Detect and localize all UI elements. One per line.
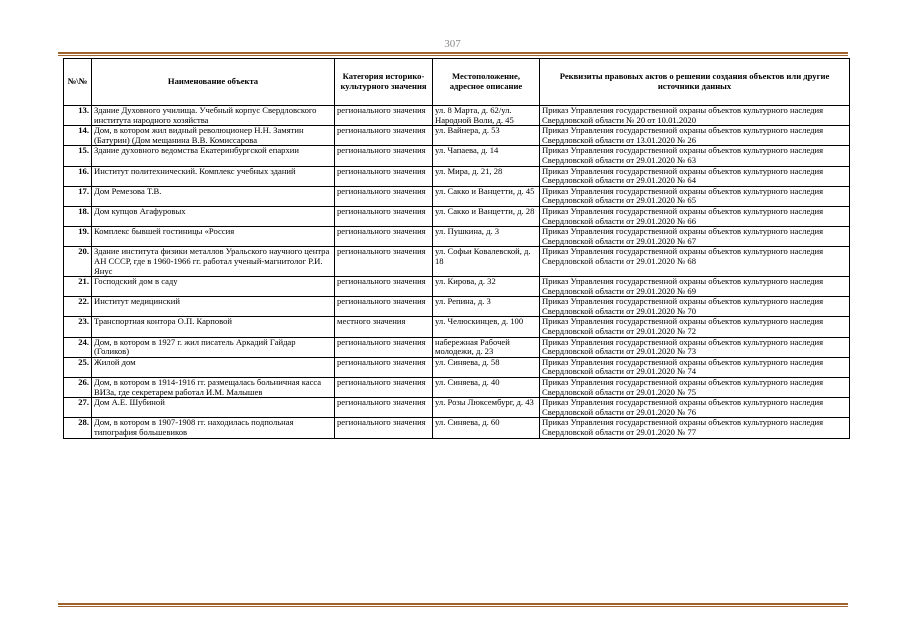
object-name-cell: Дом Ремезова Т.В. (92, 186, 335, 206)
footer-rule (58, 603, 848, 607)
table-row (64, 126, 850, 146)
location-cell: ул. Пушкина, д. 3 (433, 227, 540, 247)
object-name-cell: Здание Духовного училища. Учебный корпус Свердловского института народного хозяйства (92, 106, 335, 126)
location-cell: ул. Чапаева, д. 14 (433, 146, 540, 166)
row-number-cell: 15. (64, 146, 92, 166)
row-number-cell: 22. (64, 297, 92, 317)
category-cell: регионального значения (335, 106, 433, 126)
requisites-cell: Приказ Управления государственной охраны объектов культурного наследия Свердловской области от 29.01.2020 № 77 (540, 418, 850, 438)
category-cell: регионального значения (335, 398, 433, 418)
header-rule (58, 52, 848, 56)
location-cell: ул. Репина, д. 3 (433, 297, 540, 317)
table-row (64, 418, 850, 438)
category-cell: регионального значения (335, 247, 433, 277)
table-row (64, 277, 850, 297)
table-row (64, 146, 850, 166)
row-number-cell: 13. (64, 106, 92, 126)
category-cell: регионального значения (335, 146, 433, 166)
object-name-cell: Здание духовного ведомства Екатеринбургской епархии (92, 146, 335, 166)
table-row (64, 106, 850, 126)
location-cell: ул. Кирова, д. 32 (433, 277, 540, 297)
row-number-cell: 25. (64, 357, 92, 377)
location-cell: ул. Софьи Ковалевской, д. 18 (433, 247, 540, 277)
requisites-cell: Приказ Управления государственной охраны объектов культурного наследия Свердловской области № 20 от 10.01.2020 (540, 106, 850, 126)
location-cell: набережная Рабочей молодежи, д. 23 (433, 337, 540, 357)
location-cell: ул. Розы Люксембург, д. 43 (433, 398, 540, 418)
object-name-cell: Институт политехнический. Комплекс учебных зданий (92, 166, 335, 186)
category-cell: местного значения (335, 317, 433, 337)
table-row (64, 337, 850, 357)
category-cell: регионального значения (335, 337, 433, 357)
requisites-cell: Приказ Управления государственной охраны объектов культурного наследия Свердловской области от 29.01.2020 № 67 (540, 227, 850, 247)
location-cell: ул. Вайнера, д. 53 (433, 126, 540, 146)
requisites-cell: Приказ Управления государственной охраны объектов культурного наследия Свердловской области от 29.01.2020 № 69 (540, 277, 850, 297)
category-cell: регионального значения (335, 418, 433, 438)
location-cell: ул. Челюскинцев, д. 100 (433, 317, 540, 337)
category-cell: регионального значения (335, 277, 433, 297)
requisites-cell: Приказ Управления государственной охраны объектов культурного наследия Свердловской области от 29.01.2020 № 68 (540, 247, 850, 277)
category-cell: регионального значения (335, 186, 433, 206)
requisites-cell: Приказ Управления государственной охраны объектов культурного наследия Свердловской области от 29.01.2020 № 76 (540, 398, 850, 418)
row-number-cell: 16. (64, 166, 92, 186)
location-cell: ул. Синяева, д. 40 (433, 378, 540, 398)
category-cell: регионального значения (335, 227, 433, 247)
row-number-cell: 26. (64, 378, 92, 398)
row-number-cell: 28. (64, 418, 92, 438)
requisites-cell: Приказ Управления государственной охраны объектов культурного наследия Свердловской области от 29.01.2020 № 66 (540, 206, 850, 226)
object-name-cell: Дом, в котором жил видный революционер Н.Н. Замятин (Батурин) (Дом мещанина В.В. Комиссарова (92, 126, 335, 146)
requisites-cell: Приказ Управления государственной охраны объектов культурного наследия Свердловской области от 29.01.2020 № 72 (540, 317, 850, 337)
page-number: 307 (444, 38, 461, 50)
table-row (64, 166, 850, 186)
object-name-cell: Дом, в котором в 1907-1908 гг. находилась подпольная типография большевиков (92, 418, 335, 438)
row-number-cell: 18. (64, 206, 92, 226)
row-number-cell: 23. (64, 317, 92, 337)
object-name-cell: Дом купцов Агафуровых (92, 206, 335, 226)
table-body (64, 106, 850, 439)
location-cell: ул. Синяева, д. 60 (433, 418, 540, 438)
heritage-objects-table (63, 58, 850, 439)
category-cell: регионального значения (335, 357, 433, 377)
header-name: Наименование объекта (92, 59, 335, 106)
location-cell: ул. Сакко и Ванцетти, д. 28 (433, 206, 540, 226)
row-number-cell: 17. (64, 186, 92, 206)
object-name-cell: Здание института физики металлов Уральского научного центра АН СССР, где в 1960-1966 гг. работал ученый-магнитолог Р.И. Янус (92, 247, 335, 277)
location-cell: ул. 8 Марта, д. 62/ул. Народной Воли, д. 45 (433, 106, 540, 126)
header-requisites: Реквизиты правовых актов о решении создания объектов или другие источники данных (540, 59, 850, 106)
header-num: №\№ (64, 59, 92, 106)
category-cell: регионального значения (335, 297, 433, 317)
table-header-row (64, 59, 850, 106)
row-number-cell: 20. (64, 247, 92, 277)
object-name-cell: Транспортная контора О.П. Карповой (92, 317, 335, 337)
category-cell: регионального значения (335, 378, 433, 398)
requisites-cell: Приказ Управления государственной охраны объектов культурного наследия Свердловской области от 29.01.2020 № 75 (540, 378, 850, 398)
row-number-cell: 19. (64, 227, 92, 247)
category-cell: регионального значения (335, 206, 433, 226)
object-name-cell: Дом, в котором в 1914-1916 гг. размещалась больничная касса ВИЗа, где секретарем работал И.М. Малышев (92, 378, 335, 398)
object-name-cell: Комплекс бывшей гостиницы «Россия (92, 227, 335, 247)
table-row (64, 317, 850, 337)
requisites-cell: Приказ Управления государственной охраны объектов культурного наследия Свердловской области от 13.01.2020 № 26 (540, 126, 850, 146)
row-number-cell: 14. (64, 126, 92, 146)
row-number-cell: 27. (64, 398, 92, 418)
category-cell: регионального значения (335, 166, 433, 186)
category-cell: регионального значения (335, 126, 433, 146)
requisites-cell: Приказ Управления государственной охраны объектов культурного наследия Свердловской области от 29.01.2020 № 65 (540, 186, 850, 206)
object-name-cell: Дом, в котором в 1927 г. жил писатель Аркадий Гайдар (Голиков) (92, 337, 335, 357)
table-row (64, 186, 850, 206)
table-row (64, 398, 850, 418)
requisites-cell: Приказ Управления государственной охраны объектов культурного наследия Свердловской области от 29.01.2020 № 64 (540, 166, 850, 186)
header-category: Категория историко-культурного значения (335, 59, 433, 106)
requisites-cell: Приказ Управления государственной охраны объектов культурного наследия Свердловской области от 29.01.2020 № 63 (540, 146, 850, 166)
header-location: Местоположение, адресное описание (433, 59, 540, 106)
row-number-cell: 24. (64, 337, 92, 357)
table-row (64, 297, 850, 317)
table-row (64, 206, 850, 226)
object-name-cell: Господский дом в саду (92, 277, 335, 297)
table-row (64, 357, 850, 377)
requisites-cell: Приказ Управления государственной охраны объектов культурного наследия Свердловской области от 29.01.2020 № 70 (540, 297, 850, 317)
requisites-cell: Приказ Управления государственной охраны объектов культурного наследия Свердловской области от 29.01.2020 № 73 (540, 337, 850, 357)
table-row (64, 247, 850, 277)
location-cell: ул. Мира, д. 21, 28 (433, 166, 540, 186)
object-name-cell: Жилой дом (92, 357, 335, 377)
location-cell: ул. Синяева, д. 58 (433, 357, 540, 377)
table-row (64, 227, 850, 247)
table-row (64, 378, 850, 398)
location-cell: ул. Сакко и Ванцетти, д. 45 (433, 186, 540, 206)
requisites-cell: Приказ Управления государственной охраны объектов культурного наследия Свердловской области от 29.01.2020 № 74 (540, 357, 850, 377)
object-name-cell: Дом А.Е. Шубиной (92, 398, 335, 418)
row-number-cell: 21. (64, 277, 92, 297)
object-name-cell: Институт медицинский (92, 297, 335, 317)
